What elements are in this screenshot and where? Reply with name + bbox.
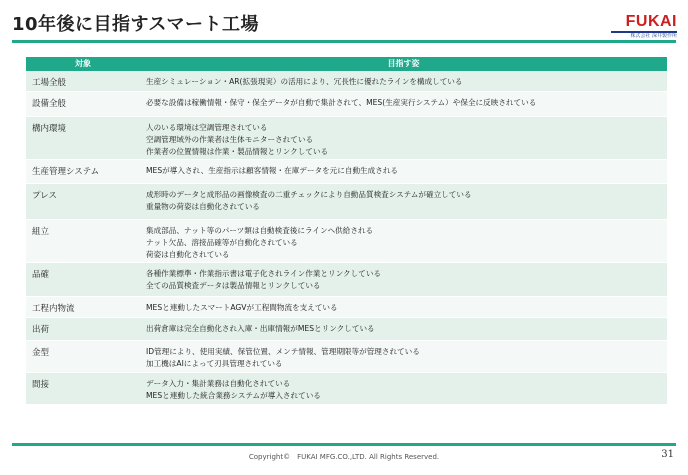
row-target: 設備全般 bbox=[32, 99, 67, 109]
row-vision bbox=[140, 373, 667, 404]
vision-line: 作業者の位置情報は作業・製品情報とリンクしている bbox=[146, 147, 329, 156]
row-vision bbox=[140, 341, 667, 372]
table-header bbox=[26, 57, 667, 71]
vision-line: 荷姿は自動化されている bbox=[146, 250, 230, 259]
table-row bbox=[26, 297, 667, 318]
row-vision bbox=[140, 92, 667, 116]
table-row bbox=[26, 373, 667, 405]
page-number: 31 bbox=[661, 449, 674, 460]
title-divider bbox=[12, 40, 676, 43]
vision-line: 集成部品、ナット等のパーツ類は自動検査後にラインへ供給される bbox=[146, 226, 374, 235]
vision-line: ナット欠品、溶接品確等が自動化されている bbox=[146, 238, 298, 247]
vision-line: 重量物の荷姿は自動化されている bbox=[146, 202, 260, 211]
goals-table bbox=[26, 57, 667, 405]
logo-brand: FUKAI bbox=[625, 13, 677, 30]
vision-line: 出荷倉庫は完全自動化され入庫・出庫情報がMESとリンクしている bbox=[146, 324, 375, 333]
vision-line: MESと連動したスマートAGVが工程間物流を支えている bbox=[146, 303, 338, 312]
row-vision bbox=[140, 160, 667, 183]
vision-line: 加工機はAIによって刃具管理されている bbox=[146, 359, 283, 368]
table-row bbox=[26, 92, 667, 117]
table-row bbox=[26, 263, 667, 297]
company-logo bbox=[609, 14, 677, 40]
table-row bbox=[26, 341, 667, 373]
row-target: プレス bbox=[32, 191, 57, 201]
vision-line: データ入力・集計業務は自動化されている bbox=[146, 379, 291, 388]
vision-line: 成形時のデータと成形品の画像検査の二重チェックにより自動品質検査システムが確立している bbox=[146, 190, 472, 199]
vision-line: ID管理により、使用実績、保管位置、メンテ情報、管理期限等が管理されている bbox=[146, 347, 420, 356]
row-vision bbox=[140, 318, 667, 340]
vision-line: 必要な設備は稼働情報・保守・保全データが自動で集計されて、MES(生産実行システム）や保全に反映されている bbox=[146, 98, 537, 107]
table-row bbox=[26, 71, 667, 92]
vision-line: 空調管理域外の作業者は生体モニターされている bbox=[146, 135, 314, 144]
vision-line: 全ての品質検査データは製品情報とリンクしている bbox=[146, 281, 321, 290]
logo-subtitle: 株式会社 深井製作所 bbox=[630, 33, 677, 39]
header-vision: 目指す姿 bbox=[387, 59, 420, 68]
row-target: 構内環境 bbox=[32, 124, 67, 134]
vision-line: 人のいる環境は空調管理されている bbox=[146, 123, 268, 132]
row-target: 工場全般 bbox=[32, 78, 67, 88]
row-target: 金型 bbox=[32, 348, 50, 358]
row-target: 出荷 bbox=[32, 325, 50, 335]
row-vision bbox=[140, 263, 667, 296]
table-row bbox=[26, 184, 667, 220]
row-vision bbox=[140, 117, 667, 159]
footer-divider bbox=[12, 443, 676, 446]
row-target: 生産管理システム bbox=[32, 167, 100, 177]
row-target: 組立 bbox=[32, 227, 50, 237]
vision-line: 生産シミュレーション・AR(拡張現実）の活用により、冗長性に優れたラインを構成している bbox=[146, 77, 463, 86]
vision-line: MESと連動した統合業務システムが導入されている bbox=[146, 391, 321, 400]
table-row bbox=[26, 318, 667, 341]
row-vision bbox=[140, 71, 667, 91]
row-vision bbox=[140, 220, 667, 262]
vision-line: MESが導入され、生産指示は顧客情報・在庫データを元に自動生成される bbox=[146, 166, 399, 175]
table-row bbox=[26, 220, 667, 263]
page-title: 10年後に目指すスマート工場 bbox=[12, 14, 259, 35]
row-vision bbox=[140, 297, 667, 317]
table-body bbox=[26, 71, 667, 405]
row-vision bbox=[140, 184, 667, 219]
vision-line: 各種作業標準・作業指示書は電子化されライン作業とリンクしている bbox=[146, 269, 382, 278]
row-target: 品確 bbox=[32, 270, 50, 280]
copyright: Copyright© FUKAI MFG.CO.,LTD. All Rights Reserved. bbox=[248, 453, 440, 461]
header-target: 対象 bbox=[75, 59, 91, 68]
table-row bbox=[26, 160, 667, 184]
row-target: 間接 bbox=[32, 380, 50, 390]
row-target: 工程内物流 bbox=[32, 304, 75, 314]
table-row bbox=[26, 117, 667, 160]
